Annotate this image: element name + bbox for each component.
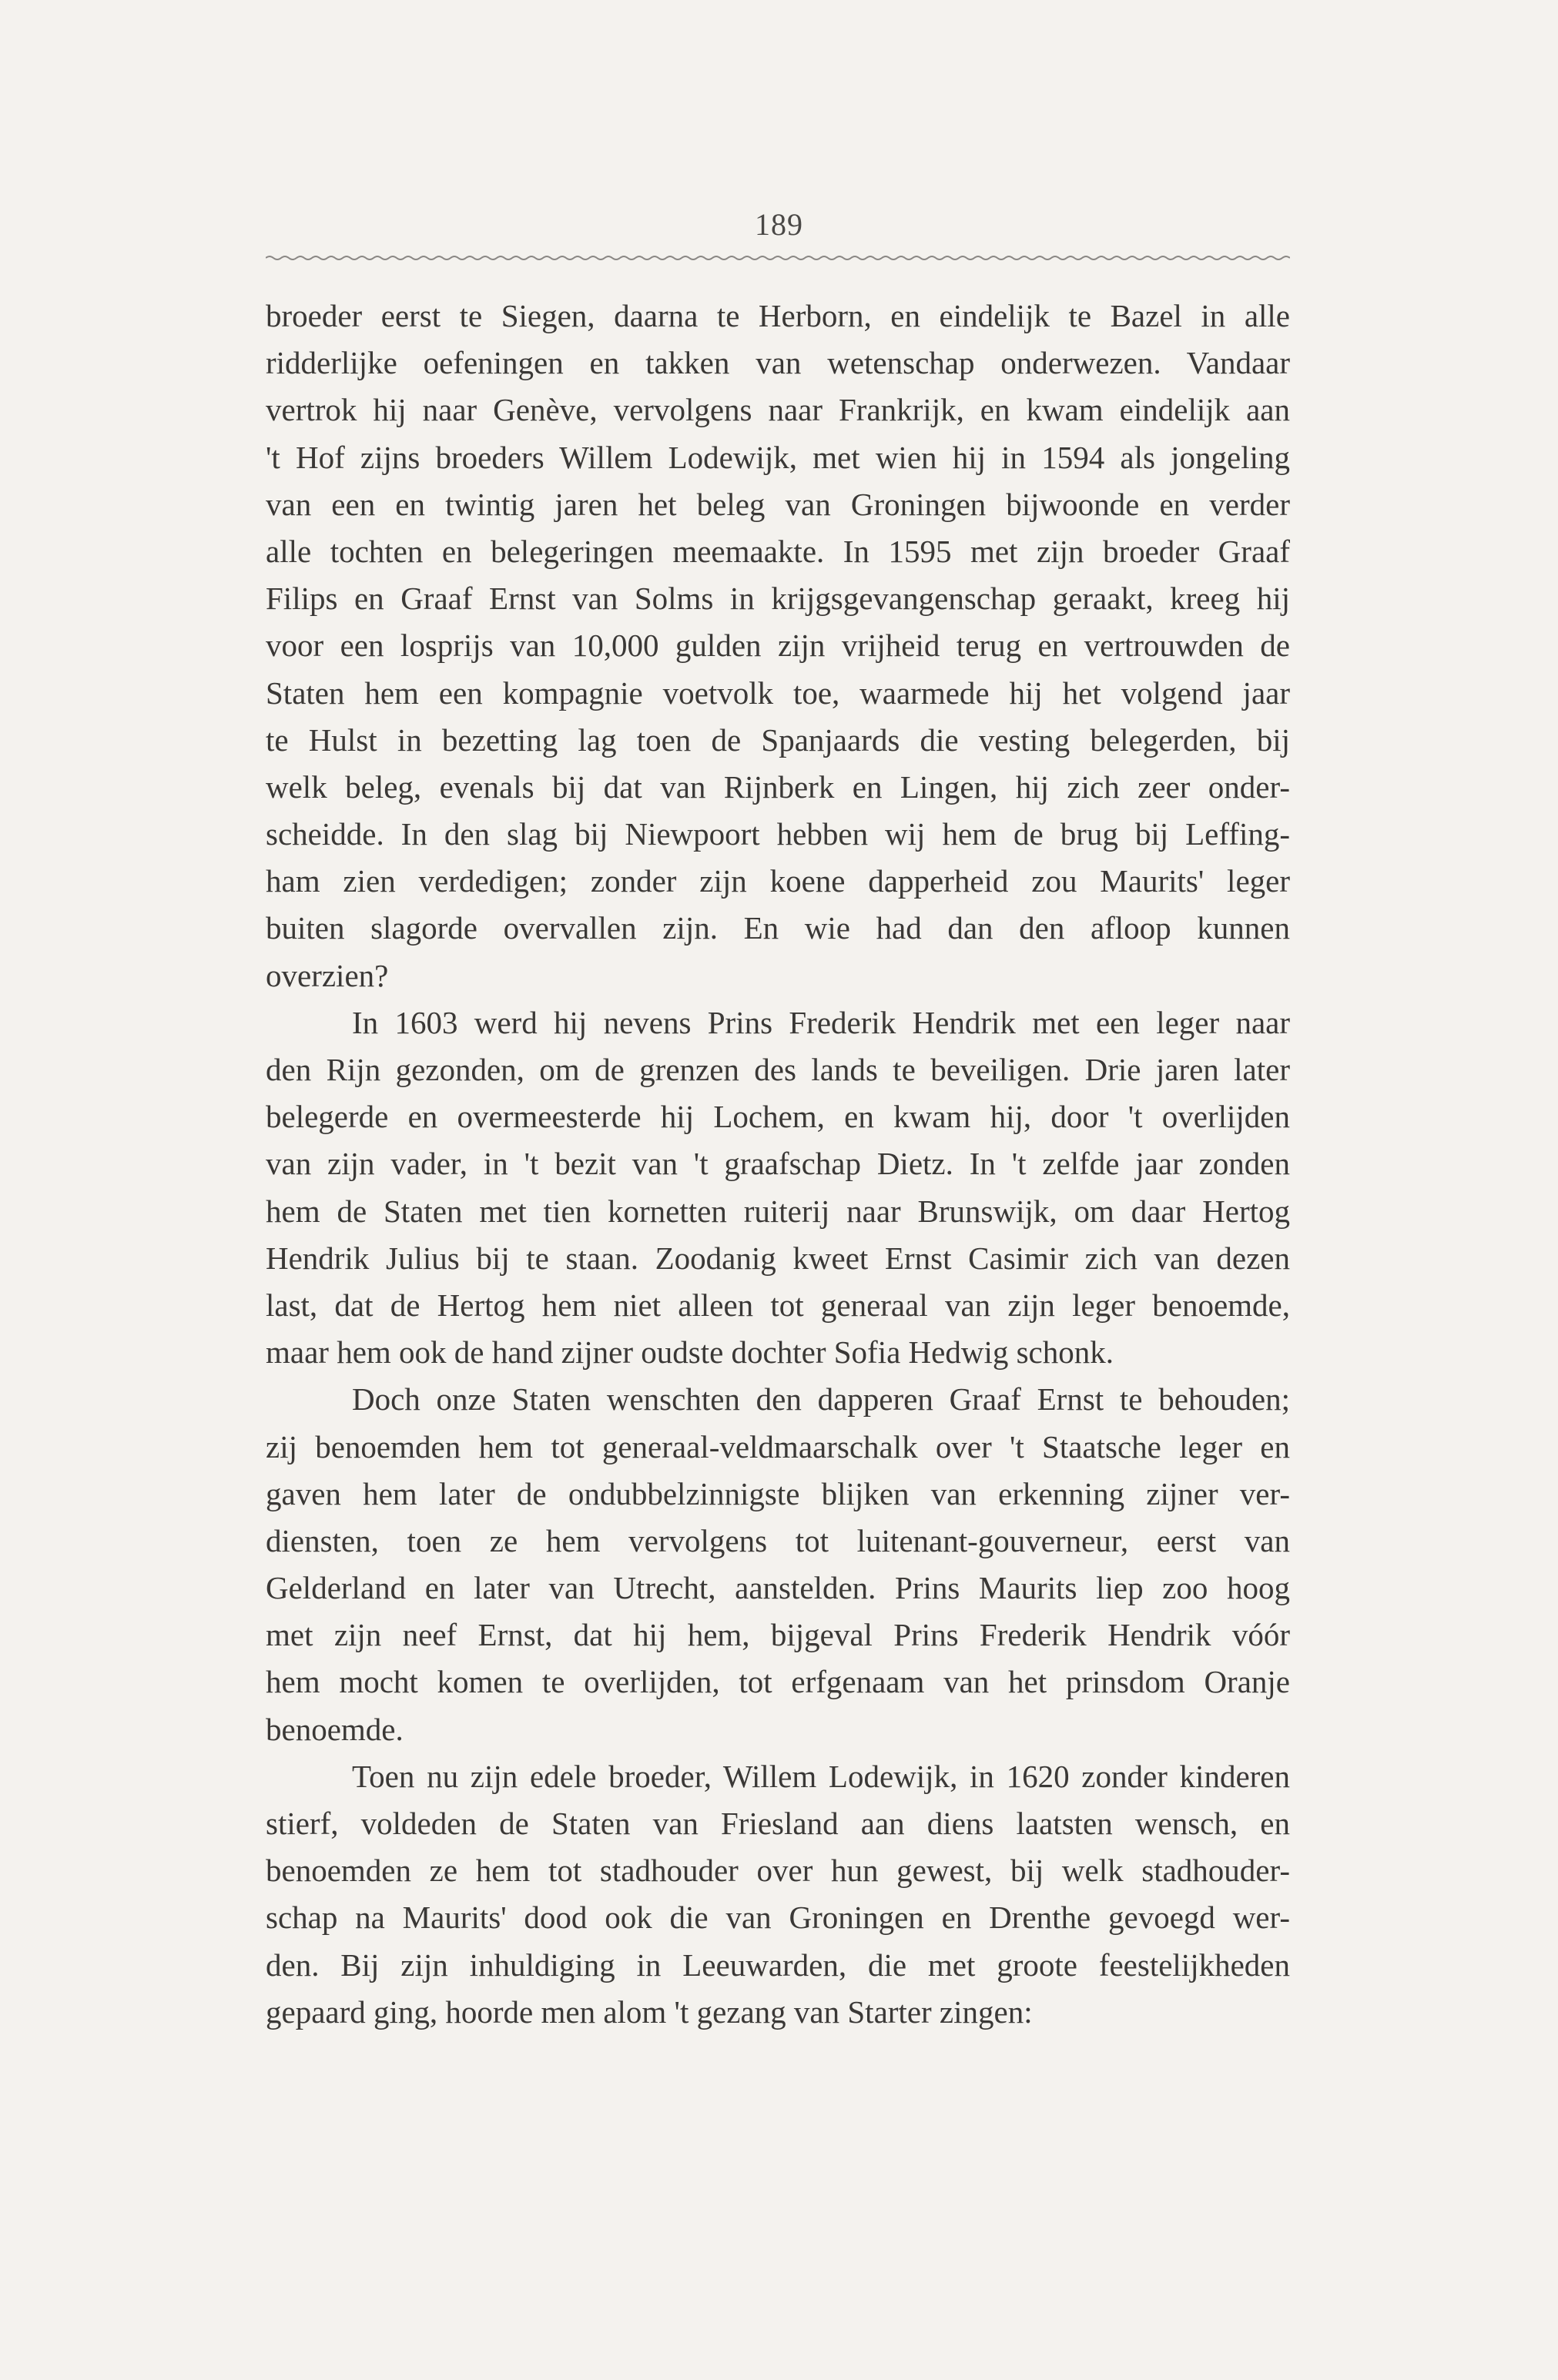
text-line: buiten slagorde overvallen zijn. En wie had dan den afloop kunnen	[266, 910, 1290, 946]
text-line: den. Bij zijn inhuldiging in Leeuwarden, die met groote feestelijkheden	[266, 1947, 1290, 1983]
text-line: Staten hem een kompagnie voetvolk toe, waarmede hij het volgend jaar	[266, 675, 1290, 711]
text-line: diensten, toen ze hem vervolgens tot luitenant-gouverneur, eerst van	[266, 1522, 1290, 1558]
text-line: belegerde en overmeesterde hij Lochem, en kwam hij, door 't overlijden	[266, 1099, 1290, 1135]
text-line: scheidde. In den slag bij Niewpoort hebben wij hem de brug bij Leffing-	[266, 816, 1290, 852]
text-line: Doch onze Staten wenschten den dapperen Graaf Ernst te behouden;	[352, 1381, 1290, 1418]
text-line: hem mocht komen te overlijden, tot erfgenaam van het prinsdom Oranje	[266, 1664, 1290, 1700]
text-line: Gelderland en later van Utrecht, aanstelden. Prins Maurits liep zoo hoog	[266, 1570, 1290, 1606]
page-number: 189	[755, 207, 803, 242]
text-line: overzien?	[266, 957, 389, 993]
text-line: vertrok hij naar Genève, vervolgens naar Frankrijk, en kwam eindelijk aan	[266, 392, 1290, 428]
text-line: Hendrik Julius bij te staan. Zoodanig kweet Ernst Casimir zich van dezen	[266, 1240, 1290, 1276]
text-line: stierf, voldeden de Staten van Friesland aan diens laatsten wensch, en	[266, 1806, 1290, 1841]
text-line: van een en twintig jaren het beleg van Groningen bijwoonde en verder	[266, 486, 1290, 522]
text-line: Filips en Graaf Ernst van Solms in krijgsgevangenschap geraakt, kreeg hij	[266, 581, 1290, 617]
text-line: gepaard ging, hoorde men alom 't gezang van Starter zingen:	[266, 1993, 1033, 2030]
text-line: broeder eerst te Siegen, daarna te Herborn, en eindelijk te Bazel in alle	[266, 298, 1290, 333]
text-line: met zijn neef Ernst, dat hij hem, bijgeval Prins Frederik Hendrik vóór	[266, 1617, 1290, 1653]
text-line: zij benoemden hem tot generaal-veldmaarschalk over 't Staatsche leger en	[266, 1428, 1290, 1464]
text-line: In 1603 werd hij nevens Prins Frederik Hendrik met een leger naar	[352, 1004, 1290, 1040]
text-line: voor een losprijs van 10,000 gulden zijn vrijheid terug en vertrouwden de	[266, 628, 1290, 664]
wavy-rule	[266, 253, 1290, 263]
text-line: alle tochten en belegeringen meemaakte. In 1595 met zijn broeder Graaf	[266, 533, 1290, 569]
text-line: benoemden ze hem tot stadhouder over hun gewest, bij welk stadhouder-	[266, 1853, 1290, 1889]
text-line: hem de Staten met tien kornetten ruiterij naar Brunswijk, om daar Hertog	[266, 1193, 1290, 1229]
text-line: ham zien verdedigen; zonder zijn koene dapperheid zou Maurits' leger	[266, 863, 1290, 899]
text-line: last, dat de Hertog hem niet alleen tot generaal van zijn leger benoemde,	[266, 1287, 1290, 1323]
body-text	[266, 293, 1290, 2036]
text-line: den Rijn gezonden, om de grenzen des lands te beveiligen. Drie jaren later	[266, 1052, 1290, 1087]
text-line: maar hem ook de hand zijner oudste dochter Sofia Hedwig schonk.	[266, 1334, 1114, 1371]
text-line: te Hulst in bezetting lag toen de Spanjaards die vesting belegerden, bij	[266, 721, 1290, 758]
text-line: gaven hem later de ondubbelzinnigste blijken van erkenning zijner ver-	[266, 1475, 1290, 1511]
text-line: benoemde.	[266, 1711, 404, 1747]
text-line: welk beleg, evenals bij dat van Rijnberk en Lingen, hij zich zeer onder-	[266, 768, 1290, 805]
text-line: ridderlijke oefeningen en takken van wetenschap onderwezen. Vandaar	[266, 345, 1290, 381]
text-line: Toen nu zijn edele broeder, Willem Lodewijk, in 1620 zonder kinderen	[352, 1758, 1290, 1794]
text-line: schap na Maurits' dood ook die van Groningen en Drenthe gevoegd wer-	[266, 1900, 1290, 1936]
text-line: van zijn vader, in 't bezit van 't graafschap Dietz. In 't zelfde jaar zonden	[266, 1146, 1290, 1182]
text-line: 't Hof zijns broeders Willem Lodewijk, met wien hij in 1594 als jongeling	[266, 439, 1290, 475]
